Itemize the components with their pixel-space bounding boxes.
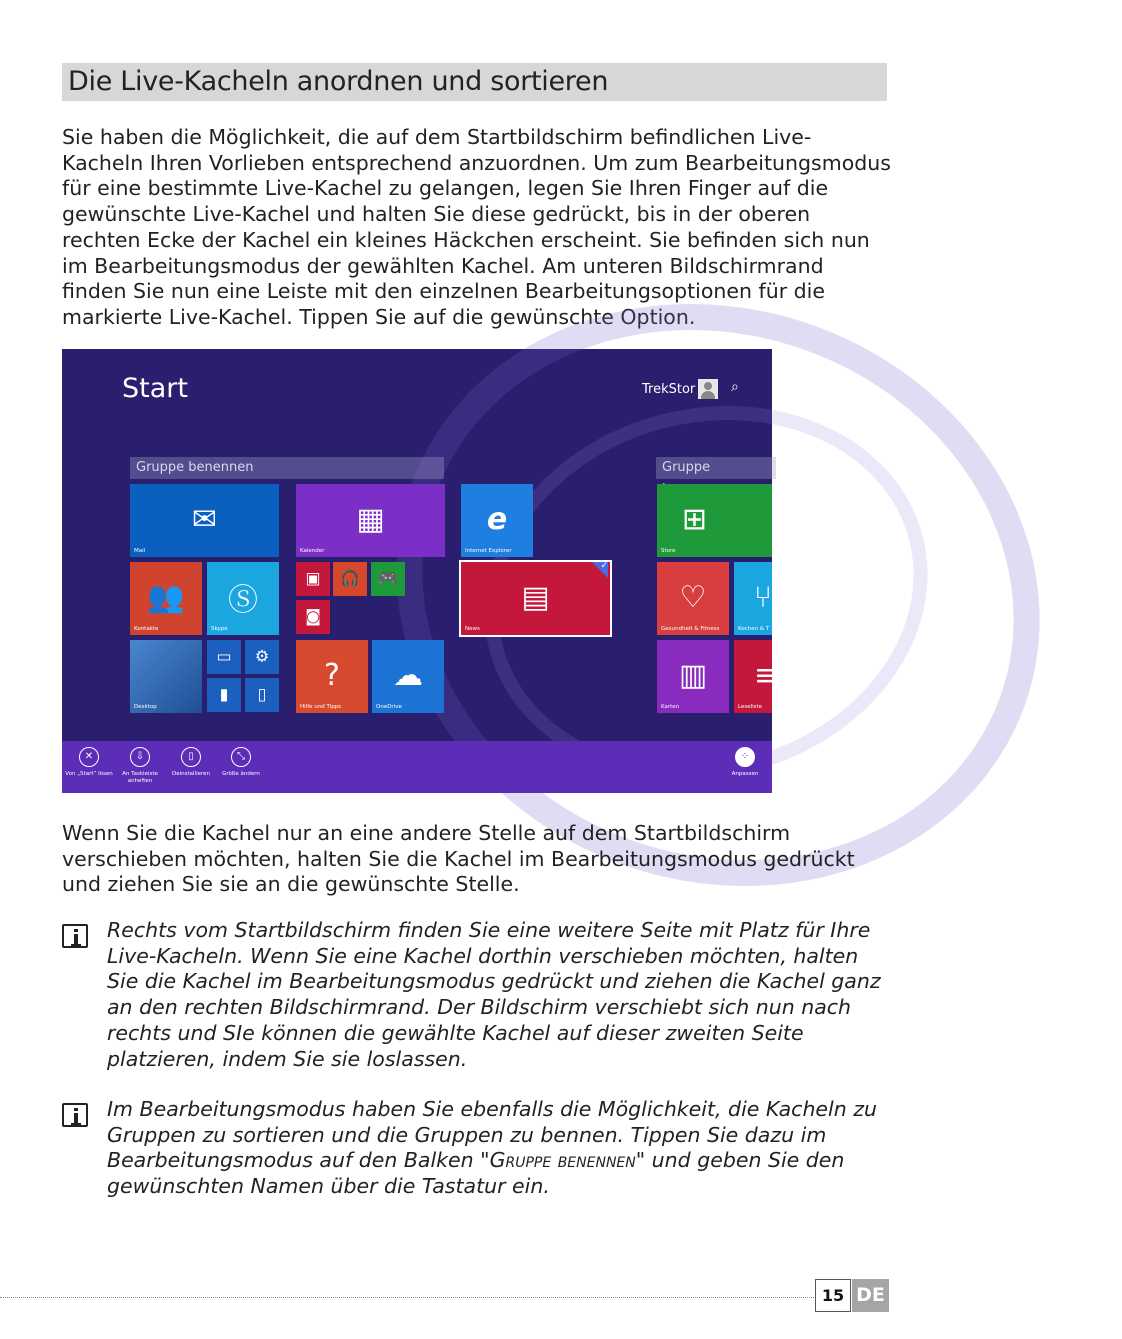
tile-settings bbox=[245, 640, 279, 674]
move-paragraph: Wenn Sie die Kachel nur an eine andere Stelle auf dem Startbildschirm verschieben möchten, halten Sie die Kachel im Bearbeitungsmodus gedrückt und ziehen Sie sie an die gewünschte Stelle. bbox=[62, 821, 855, 897]
tile-hilfe bbox=[296, 640, 368, 713]
tile-label: Mail bbox=[134, 548, 146, 554]
tile-music bbox=[333, 562, 367, 596]
tile-camera bbox=[296, 600, 330, 634]
gear-icon: ⚙ bbox=[254, 646, 270, 666]
appbar-label: Deinstallieren bbox=[171, 771, 210, 777]
tile-kalender bbox=[296, 484, 445, 557]
tile-label: Kontakte bbox=[134, 626, 159, 632]
language-badge: DE bbox=[852, 1279, 889, 1312]
tile-label: Karten bbox=[661, 704, 680, 710]
info-note-text bbox=[107, 1097, 892, 1200]
info-note-text: Rechts vom Startbildschirm finden Sie eine weitere Seite mit Platz für Ihre Live-Kacheln. Wenn Sie eine Kachel dorthin verschieben möchten, halten Sie die Kachel im Bearbeitungsmodus gedrückt und ziehen die Kachel ganz an den rechten Bildschirmrand. Der Bildschirm verschiebt sich nun nach rechts und SIe können die gewählte Kachel auf dieser zweiten Seite platzieren, indem Sie sie loslassen. bbox=[107, 918, 881, 1071]
group-name-bar: Gruppe benennen bbox=[130, 457, 444, 479]
pin-to-taskbar-button bbox=[116, 747, 164, 785]
tile-label: Internet Explorer bbox=[465, 548, 512, 554]
checkmark-icon: ✓ bbox=[600, 561, 608, 571]
unpin-icon: ✕ bbox=[79, 747, 99, 767]
gamepad-icon: 🎮 bbox=[378, 568, 398, 588]
appbar-label: Anpassen bbox=[731, 771, 759, 777]
tile-label: Kochen & T bbox=[738, 626, 770, 632]
tile-label: News bbox=[465, 626, 480, 632]
section-heading: Die Live-Kacheln anordnen und sortieren bbox=[68, 66, 609, 97]
info-icon bbox=[62, 924, 88, 948]
skype-icon: Ⓢ bbox=[228, 582, 258, 618]
search-icon: ⌕ bbox=[731, 379, 739, 395]
appbar-label: An Taskleiste anheften bbox=[122, 771, 158, 784]
tile-games bbox=[371, 562, 405, 596]
start-screen-screenshot bbox=[62, 349, 780, 793]
page-number: 15 bbox=[815, 1279, 851, 1312]
store-icon: ⊞ bbox=[681, 501, 708, 537]
news-icon: ▤ bbox=[521, 579, 550, 615]
tile-internet-explorer bbox=[461, 484, 533, 557]
help-icon: ? bbox=[324, 657, 340, 693]
tile-karten bbox=[657, 640, 729, 713]
tile-kontakte bbox=[130, 562, 202, 635]
info-note bbox=[62, 1097, 892, 1200]
trash-icon: ▯ bbox=[181, 747, 201, 767]
tile-label: Skype bbox=[211, 626, 228, 632]
video-icon: ▣ bbox=[305, 568, 321, 588]
unpin-from-start-button bbox=[64, 747, 114, 778]
monitor-icon: ▭ bbox=[216, 646, 232, 666]
tile-label: Desktop bbox=[134, 704, 157, 710]
tile-label: Gesundheit & Fitness bbox=[661, 626, 720, 632]
tile-label: Leseliste bbox=[738, 704, 763, 710]
tile-skype bbox=[207, 562, 279, 635]
internet-explorer-icon: e bbox=[486, 501, 508, 537]
tile-mail bbox=[130, 484, 279, 557]
tile-label: Kalender bbox=[300, 548, 325, 554]
intro-paragraph: Sie haben die Möglichkeit, die auf dem Startbildschirm befindlichen Live-Kacheln Ihren Vorlieben entsprechend anzuordnen. Um zum Bearbeitungsmodus für eine bestimmte Live-Kachel zu gelangen, legen Sie Ihren Finger auf die gewünschte Live-Kachel und halten Sie diese gedrückt, bis in der oberen rechten Ecke der Kachel ein kleines Häckchen erscheint. Sie befinden sich nun im Bearbeitungsmodus der gewählten Kachel. Am unteren Bildschirmrand finden Sie nun eine Leiste mit den einzelnen Bearbeitungsoptionen für die markierte Live-Kachel. Tippen Sie auf die gewünschte Option. bbox=[62, 125, 891, 329]
tile-gesundheit bbox=[657, 562, 729, 635]
cloud-icon: ☁ bbox=[393, 657, 423, 693]
folder-icon: ▮ bbox=[219, 684, 229, 704]
appbar-label: Größe ändern bbox=[222, 771, 260, 777]
resize-icon: ⤡ bbox=[231, 747, 251, 767]
tile-files-1 bbox=[207, 678, 241, 712]
pin-icon: ⇩ bbox=[130, 747, 150, 767]
heart-icon: ♡ bbox=[679, 579, 707, 615]
customize-icon: ⁘ bbox=[735, 747, 755, 767]
fork-icon: ⑂ bbox=[754, 579, 772, 615]
headphones-icon: 🎧 bbox=[340, 568, 360, 588]
tile-leseliste bbox=[734, 640, 780, 713]
info-icon bbox=[62, 1103, 88, 1127]
tile-label: OneDrive bbox=[376, 704, 402, 710]
document-icon: ▯ bbox=[257, 684, 267, 704]
customize-button bbox=[724, 747, 766, 778]
calendar-icon: ▦ bbox=[356, 501, 385, 537]
footer-divider bbox=[0, 1297, 814, 1298]
list-icon: ≡ bbox=[754, 657, 780, 693]
user-name: TrekStor bbox=[642, 382, 696, 397]
edit-app-bar bbox=[62, 741, 772, 793]
tile-desktop bbox=[130, 640, 202, 713]
group-name-term: Gruppe benennen bbox=[489, 1148, 636, 1173]
tile-onedrive bbox=[372, 640, 444, 713]
map-icon: ▥ bbox=[678, 657, 708, 693]
section-heading-bar bbox=[62, 63, 887, 101]
tile-label: Hilfe und Tipps bbox=[300, 704, 342, 710]
note-text-part: Im Bearbeitungsmodus haben Sie ebenfalls die Möglichkeit, die Kacheln zu Gruppen zu sortieren und die Gruppen zu bennen. Tippen Sie dazu im Bearbeitungsmodus auf den Balken " bbox=[107, 1097, 878, 1173]
tile-files-2 bbox=[245, 678, 279, 712]
group-name-bar: Gruppe bbox=[656, 457, 776, 479]
tile-video bbox=[296, 562, 330, 596]
tile-label: Store bbox=[661, 548, 676, 554]
tile-store bbox=[657, 484, 772, 557]
note-text-part: " und geben Sie den gewünschten Namen über die Tastatur ein. bbox=[107, 1148, 845, 1199]
tile-news-selected bbox=[461, 562, 610, 635]
info-note bbox=[62, 918, 892, 1072]
mail-icon: ✉ bbox=[191, 501, 218, 537]
appbar-label: Von „Start“ lösen bbox=[65, 771, 113, 777]
camera-icon: ◙ bbox=[305, 606, 321, 626]
user-avatar-icon bbox=[698, 379, 718, 399]
resize-button bbox=[218, 747, 264, 778]
start-title: Start bbox=[122, 373, 188, 404]
tile-kochen bbox=[734, 562, 772, 635]
tile-pc-settings-1 bbox=[207, 640, 241, 674]
uninstall-button bbox=[168, 747, 214, 778]
people-icon: 👥 bbox=[147, 579, 185, 615]
